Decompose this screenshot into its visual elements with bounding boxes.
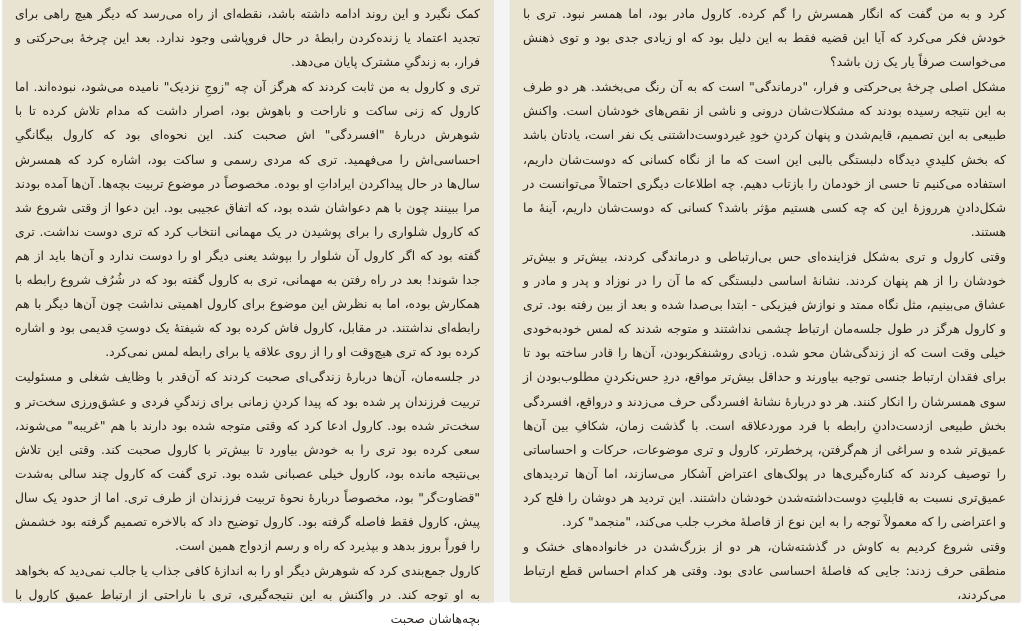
- left-paragraph-4: کارول جمع‌بندی کرد که شوهرش دیگر او را به اندازه‌ٔ کافی جذاب یا جالب نمی‌دید که بخواهد به او توجه کند. در واکنش به این نتیجه‌گیری، تری با ناراحتی از ارتباط عمیق کارول با بچه‌هاشان صحبت: [15, 564, 480, 627]
- right-paragraph-2: مشکل اصلی چرخه‌ٔ بی‌حرکتی و فرار، "درماندگی" است که به آن رنگ می‌بخشد. هر دو طرف به این نتیجه رسیده بودند که مشکلات‌شان درونی و ناشی از نقص‌های خودشان است. واکنش طبیعی به این تصمیم، قایم‌شدن و پنهان کردنِ خودِ غیردوست‌داشتنی یک نفر است، یادتان باشد که بخش کلیدیِ دیدگاه دلبستگی بالبی این است که ما از نگاه کسانی که دوست‌شان داریم، استفاده می‌کنیم تا حسی از خودمان را بازتاب دهیم. چه اطلاعات دیگری احتمالاً می‌توانست در شکل‌دادنِ هرروزه‌ٔ این که چه کسی هستیم مؤثر باشد؟ کسانی که دوست‌شان داریم، آینه‌ٔ ما هستند.: [523, 80, 1006, 239]
- left-paragraph-1: کمک نگیرد و این روند ادامه داشته باشد، نقطه‌ای از راه می‌رسد که دیگر هیچ راهی برای تجدید اعتماد یا زنده‌کردن رابطه‌ٔ در حال فروپاشی وجود ندارد. بعد این چرخه‌ٔ بی‌حرکتی و فرار، به زندگیِ مشترک پایان می‌دهد.: [15, 7, 480, 70]
- right-paragraph-4: وقتی شروع کردیم به کاوش در گذشته‌شان، هر دو از بزرگ‌شدن در خانواده‌های خشک و منطقی حرف زدند: جایی که فاصله‌ٔ احساسی عادی بود. وقتی هر کدام احساس قطع ارتباط می‌کردند،: [523, 540, 1006, 603]
- page-right: [511, 0, 1020, 602]
- page-left: [3, 0, 494, 627]
- page-gutter: [494, 0, 511, 602]
- right-paragraph-1: کرد و به من گفت که انگار همسرش را گم کرده. کارول مادر بود، اما همسر نبود. تری با خودش فکر می‌کرد که آیا این قضیه فقط به این دلیل بود که او زیادی جدی بود و توی ذهنش می‌خواست صرفاً یار یک زن باشد؟: [523, 7, 1006, 70]
- right-paragraph-3: وقتی کارول و تری به‌شکل فزاینده‌ای حس بی‌ارتباطی و درماندگی کردند، بیش‌تر و بیش‌تر خودشان را از هم پنهان کردند. نشانه‌ٔ اساسی دلبستگی که ما آن را در نوزاد و پدر و مادر و عشاق می‌بینیم، مثل نگاه ممتد و نوازش فیزیکی - ابتدا بی‌صدا شده و بعد از بین رفته بود. تری و کارول هرگز در طول جلسه‌مان ارتباط چشمی نداشتند و متوجه شدند که لمس خودبه‌خودی خیلی وقت است که از زندگی‌شان محو شده. زیادی روشنفکربودن، آن‌ها را قادر ساخته بود تا برای فقدان ارتباط جنسی توجیه بیاورند و حداقل بیش‌تر مواقع، دردِ حس‌نکردنِ مطلوب‌بودن از سوی همسرشان را انکار کنند. هر دو درباره‌ٔ نشانه‌ٔ افسردگی حرف می‌زدند و درواقع، افسردگی بخش طبیعی از‌دست‌دادنِ رابطه با فرد موردعلاقه است. با گذشت زمان، شکافِ بین آن‌ها عمیق‌تر شده و سراغی از هم‌گرفتن، پرخطرتر، کارول و تری موضوعات، حرکات و احساساتی را توصیف کردند که کناره‌گیری‌ها در پولک‌های اعتراض آشکار می‌سازند، اما آن‌ها تردیدهای عمیق‌تری نسبت به قابلیتِ دوست‌داشته‌شدن خودشان داشتند. این تردید هر دوشان را فلج کرد و اعتراضی را که معمولاً توجه را به این نوع از فاصله‌ٔ مخرب جلب می‌کند، "منجمد" کرد.: [523, 249, 1006, 529]
- left-paragraph-2: تری و کارول به من ثابت کردند که هرگز آن چه "زوجِ نزدیک" نامیده می‌شود، نبوده‌اند. اما کارول که زنی ساکت و ناراحت و باهوش بود، اصرار داشت که مدام تلاش کرده تا با شوهرش درباره‌ٔ "افسردگی" اش صحبت کند. این نحوه‌ای بود که کارول بیگانگیِ احساسی‌اش را می‌فهمید. تری که مردی رسمی و ساکت بود، اشاره کرد که همسرش سال‌ها در حال پیدا‌کردن ایراداتِ او بوده. مخصوصاً در موضوع تربیت بچه‌ها. آن‌ها آمده بودند مرا ببینند چون با هم دعواشان شده بود، که اتفاق عجیبی بود. این دعوا از وقتی شروع شد که کارول شلواری را برای پوشیدن در یک مهمانی انتخاب کرد که تری دوست نداشت. تری گفته بود که اگر کارول آن شلوار را بپوشد یعنی دیگر او را دوست ندارد و آن‌ها باید از هم جدا شوند! بعد در راه رفتن به مهمانی، تری به کارول گفته بود که در شُرُف شروع رابطه با همکارش بوده، اما به نظرش این موضوع برای کارول اهمیتی نداشت چون آن‌ها دیگر با هم رابطه‌ای نداشتند. در مقابل، کارول فاش کرده بود که شیفته‌ٔ یک دوستِ قدیمی بود و اشاره کرده بود که تری هیچ‌وقت او را از روی علاقه یا برای رابطه لمس نمی‌کرد.: [15, 80, 480, 360]
- left-paragraph-3: در جلسه‌مان، آن‌ها درباره‌ٔ زندگی‌ای صحبت کردند که آن‌قدر با وظایف شغلی و مسئولیت تربیت فرزندان پر شده بود که پیدا کردنِ زمانی برای زندگیِ فردی و عشق‌ورزی سخت‌تر و سخت‌تر شده بود. کارول ادعا کرد که وقتی متوجه شده بود دارند با هم "غریبه" می‌شوند، سعی کرده بود تری را به خودش بیاورد تا بیش‌تر با کارول صحبت کند. وقتی این تلاش بی‌نتیجه مانده بود، کارول خیلی عصبانی شده بود. تری گفت که کارول چند سالی به‌شدت "قضاوت‌گر" بود، مخصوصاً درباره‌ٔ نحوه‌ٔ تربیت فرزندان از طرف تری. اما از حدود یک سال پیش، کارول فقط فاصله گرفته بود. کارول توضیح داد که بالاخره تصمیم گرفته بود خشمش را فوراً بروز بدهد و بپذیرد که راه و رسم ازدواج همین است.: [15, 370, 480, 554]
